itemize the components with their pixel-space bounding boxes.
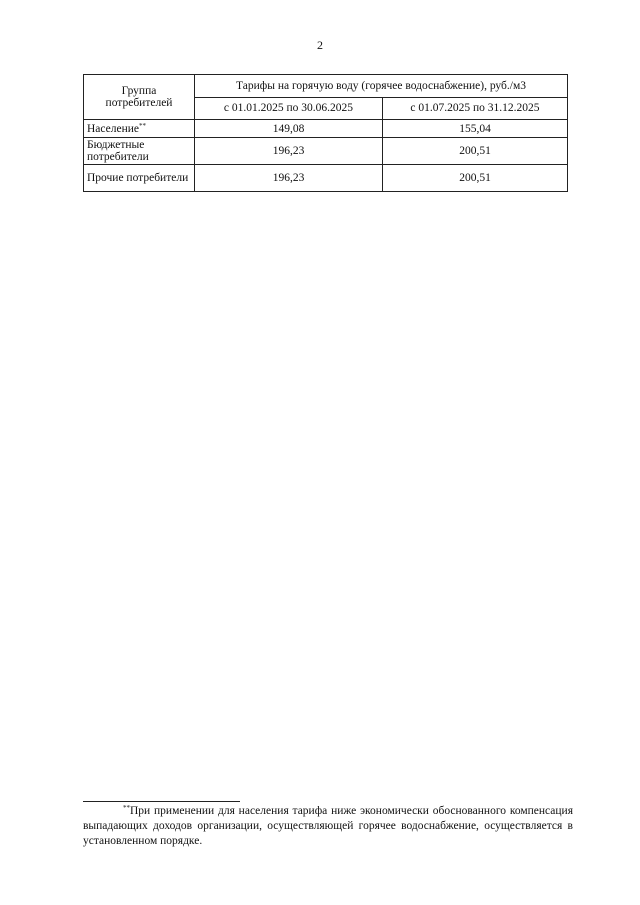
row-value-period-1: 196,23 [195, 165, 383, 192]
row-label-cell [84, 120, 195, 138]
period-header-2: с 01.07.2025 по 31.12.2025 [383, 97, 568, 120]
group-header-label: Группа потребителей [105, 85, 173, 109]
tariff-table [83, 74, 568, 192]
table-row [84, 165, 568, 192]
tariff-header-label: Тарифы на горячую воду (горячее водоснабжение), руб./м3 [236, 79, 526, 92]
period-header-1: с 01.01.2025 по 30.06.2025 [195, 97, 383, 120]
group-header-cell [84, 75, 195, 120]
row-label: Население [87, 122, 140, 135]
footnote-marker: ** [123, 804, 130, 812]
table-header-row [84, 75, 568, 98]
footnote-marker: ** [139, 121, 147, 130]
footnote [83, 804, 573, 849]
row-label-cell [84, 138, 195, 165]
row-value-period-2: 200,51 [383, 138, 568, 165]
row-value-period-2: 200,51 [383, 165, 568, 192]
page-number: 2 [317, 38, 323, 52]
row-value-period-1: 196,23 [195, 138, 383, 165]
footnote-separator [83, 801, 240, 802]
row-label-cell [84, 165, 195, 192]
row-label: Прочие потребители [87, 172, 189, 184]
row-value-period-1: 149,08 [195, 120, 383, 138]
row-label: Бюджетные потребители [87, 139, 149, 163]
row-value-period-2: 155,04 [383, 120, 568, 138]
table-row [84, 138, 568, 165]
tariff-header-cell [195, 75, 568, 98]
footnote-text: При применении для населения тарифа ниже экономически обоснованного компенсация выпадающих доходов организации, осуществляющей горячее водоснабжение, осуществляется в установленном порядке. [83, 805, 573, 847]
table-row [84, 120, 568, 138]
